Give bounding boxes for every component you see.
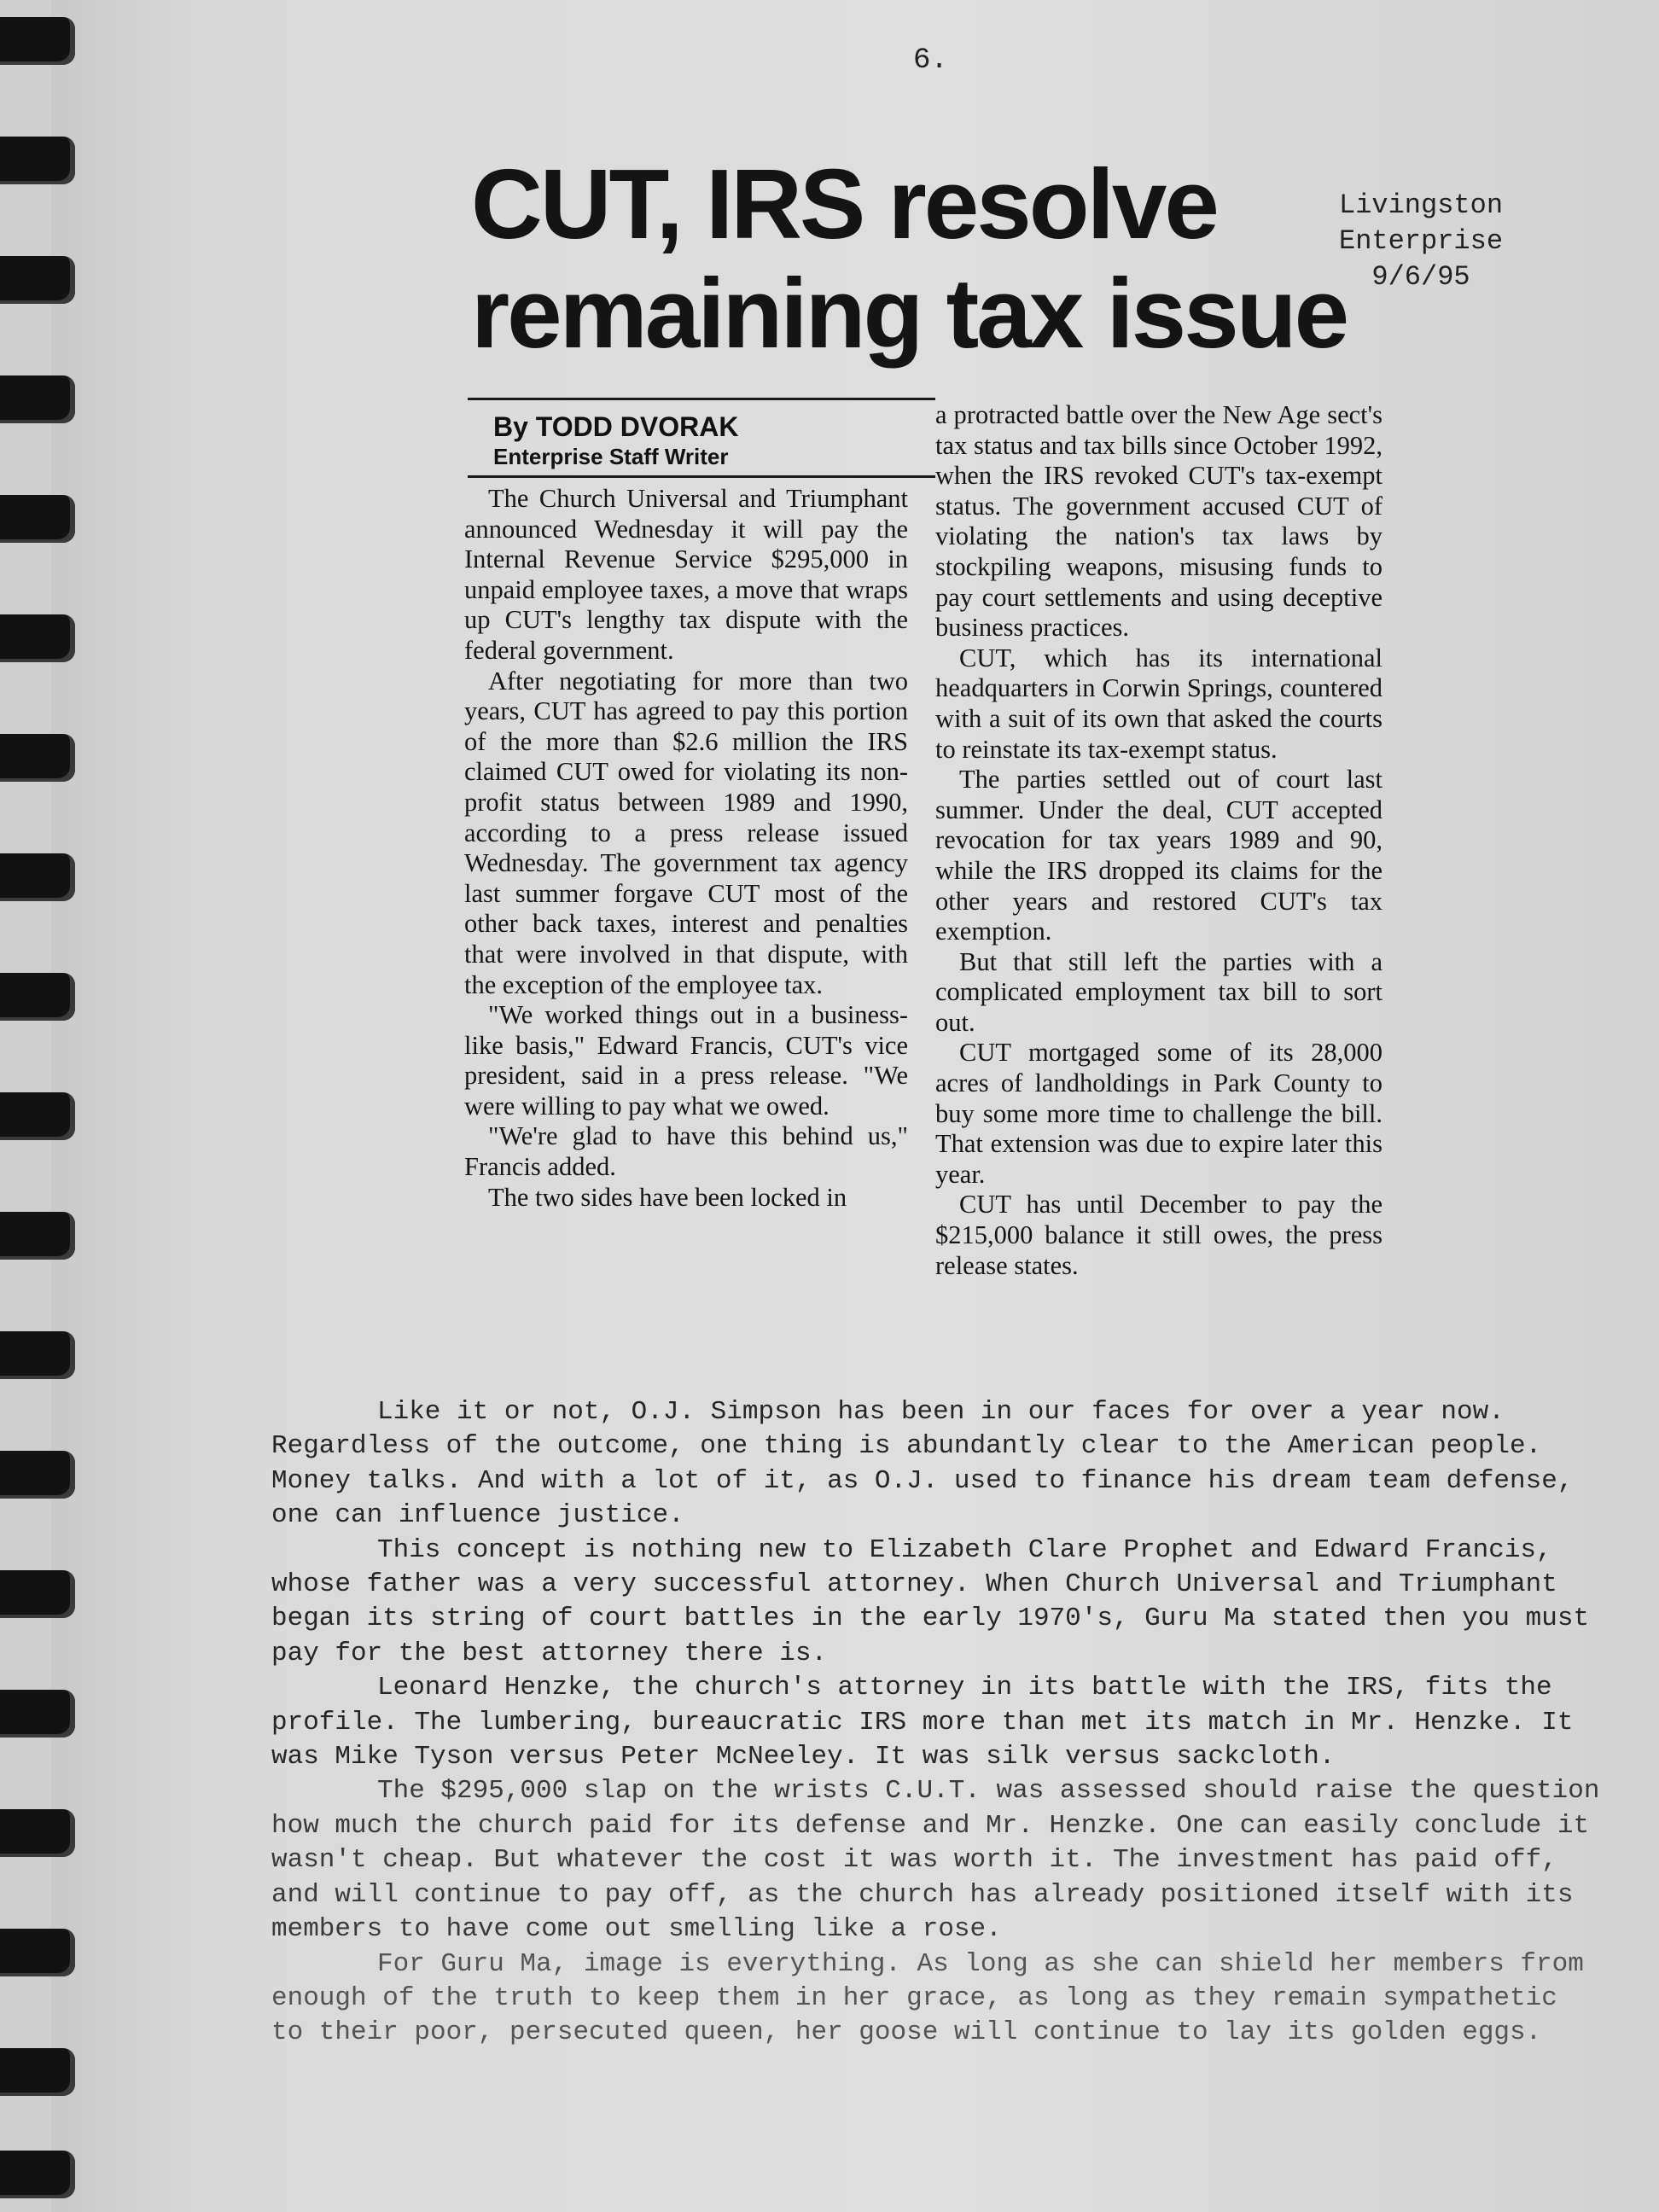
binding-ring [0,17,75,65]
article-paragraph: The parties settled out of court last summer. Under the deal, CUT accepted revocation for tax years 1989 and 90, while the IRS dropped its claims for the other years and restored CUT's tax exemption. [935,765,1382,946]
binding-ring [0,1092,75,1140]
source-publication: Enterprise [1338,225,1504,257]
article-column-2 [935,400,1382,1281]
typed-commentary [271,1395,1603,2051]
article-paragraph: The Church Universal and Triumphant announced Wednesday it will pay the Internal Revenue Service $295,000 in unpaid employee taxes, a move that wraps up CUT's lengthy tax dispute with the federal government. [464,484,908,665]
headline-line: CUT, IRS resolve [471,148,1217,259]
binding-ring [0,375,75,423]
binding-ring [0,2048,75,2096]
commentary-paragraph: This concept is nothing new to Elizabeth Clare Prophet and Edward Francis, whose father was a very successful attorney. When Church Universal and Triumphant began its string of court battles in the early 1970's, Guru Ma stated then you must pay for the best attorney there is. [271,1534,1590,1668]
article-paragraph: "We're glad to have this behind us," Francis added. [464,1121,908,1182]
source-date: 9/6/95 [1371,261,1470,293]
article-paragraph: CUT, which has its international headquarters in Corwin Springs, countered with a suit of its own that asked the courts to reinstate its tax-exempt status. [935,643,1382,764]
binding-ring [0,1570,75,1618]
source-note [1314,188,1528,295]
binding-ring [0,734,75,782]
article-paragraph: The two sides have been locked in [488,1182,847,1212]
headline-line: remaining tax issue [471,258,1348,369]
binding-ring [0,614,75,662]
byline-role: Enterprise Staff Writer [493,444,729,469]
byline [468,398,935,478]
binding-ring [0,137,75,184]
commentary-paragraph: The $295,000 slap on the wrists C.U.T. was assessed should raise the question how much the church paid for its defense and Mr. Henzke. One can easily conclude it wasn't cheap. But whatever the cost it was worth it. The investment has paid off, and will continue to pay off, as the church has already positioned itself with its members to have come out smelling like a rose. [271,1776,1600,1945]
article-paragraph: a protracted battle over the New Age sect's tax status and tax bills since October 1992, when the IRS revoked CUT's tax-exempt status. The government accused CUT of violating the nation's tax laws by stockpiling weapons, misusing funds to pay court settlements and using deceptive business practices. [935,400,1382,643]
spiral-binding [0,0,85,2212]
headline [471,149,1393,368]
binding-ring [0,1451,75,1499]
article-paragraph: But that still left the parties with a complicated employment tax bill to sort out. [935,946,1382,1037]
binding-ring [0,1212,75,1260]
binding-ring [0,853,75,901]
commentary-paragraph: Like it or not, O.J. Simpson has been in our faces for over a year now. Regardless of the outcome, one thing is abundantly clear to the American people. Money talks. And with a lot of it, as O.J. used to finance his dream team defense, one can influence justice. [271,1397,1574,1531]
binding-ring [0,973,75,1021]
binding-ring [0,2151,75,2198]
page-number: 6. [913,44,948,77]
commentary-paragraph: Leonard Henzke, the church's attorney in its battle with the IRS, fits the profile. The lumbering, bureaucratic IRS more than met its match in Mr. Henzke. It was Mike Tyson versus Peter McNeeley. It was silk versus sackcloth. [271,1673,1574,1773]
binding-ring [0,1809,75,1857]
binding-ring [0,1929,75,1976]
article-paragraph: CUT mortgaged some of its 28,000 acres of landholdings in Park County to buy some more time to challenge the bill. That extension was due to expire later this year. [935,1038,1382,1189]
binding-ring [0,256,75,304]
article-paragraph: CUT has until December to pay the $215,000 balance it still owes, the press release states. [935,1190,1382,1280]
article-paragraph: "We worked things out in a business-like basis," Edward Francis, CUT's vice president, said in a press release. "We were willing to pay what we owed. [464,1000,908,1121]
article-paragraph: After negotiating for more than two years, CUT has agreed to pay this portion of the more than $2.6 million the IRS claimed CUT owed for violating its non-profit status between 1989 and 1990, according to a press release issued Wednesday. The government tax agency last summer forgave CUT most of the other back taxes, interest and penalties that were involved in that dispute, with the exception of the employee tax. [464,666,908,999]
binding-ring [0,1331,75,1379]
source-publication: Livingston [1338,189,1504,221]
byline-name: By TODD DVORAK [493,411,739,442]
commentary-paragraph: For Guru Ma, image is everything. As long as she can shield her members from enough of the truth to keep them in her grace, as long as they remain sympathetic to their poor, persecuted queen, her goose will continue to lay its golden eggs. [271,1948,1584,2048]
binding-ring [0,495,75,543]
binding-ring [0,1690,75,1738]
article-column-1 [464,484,908,1213]
